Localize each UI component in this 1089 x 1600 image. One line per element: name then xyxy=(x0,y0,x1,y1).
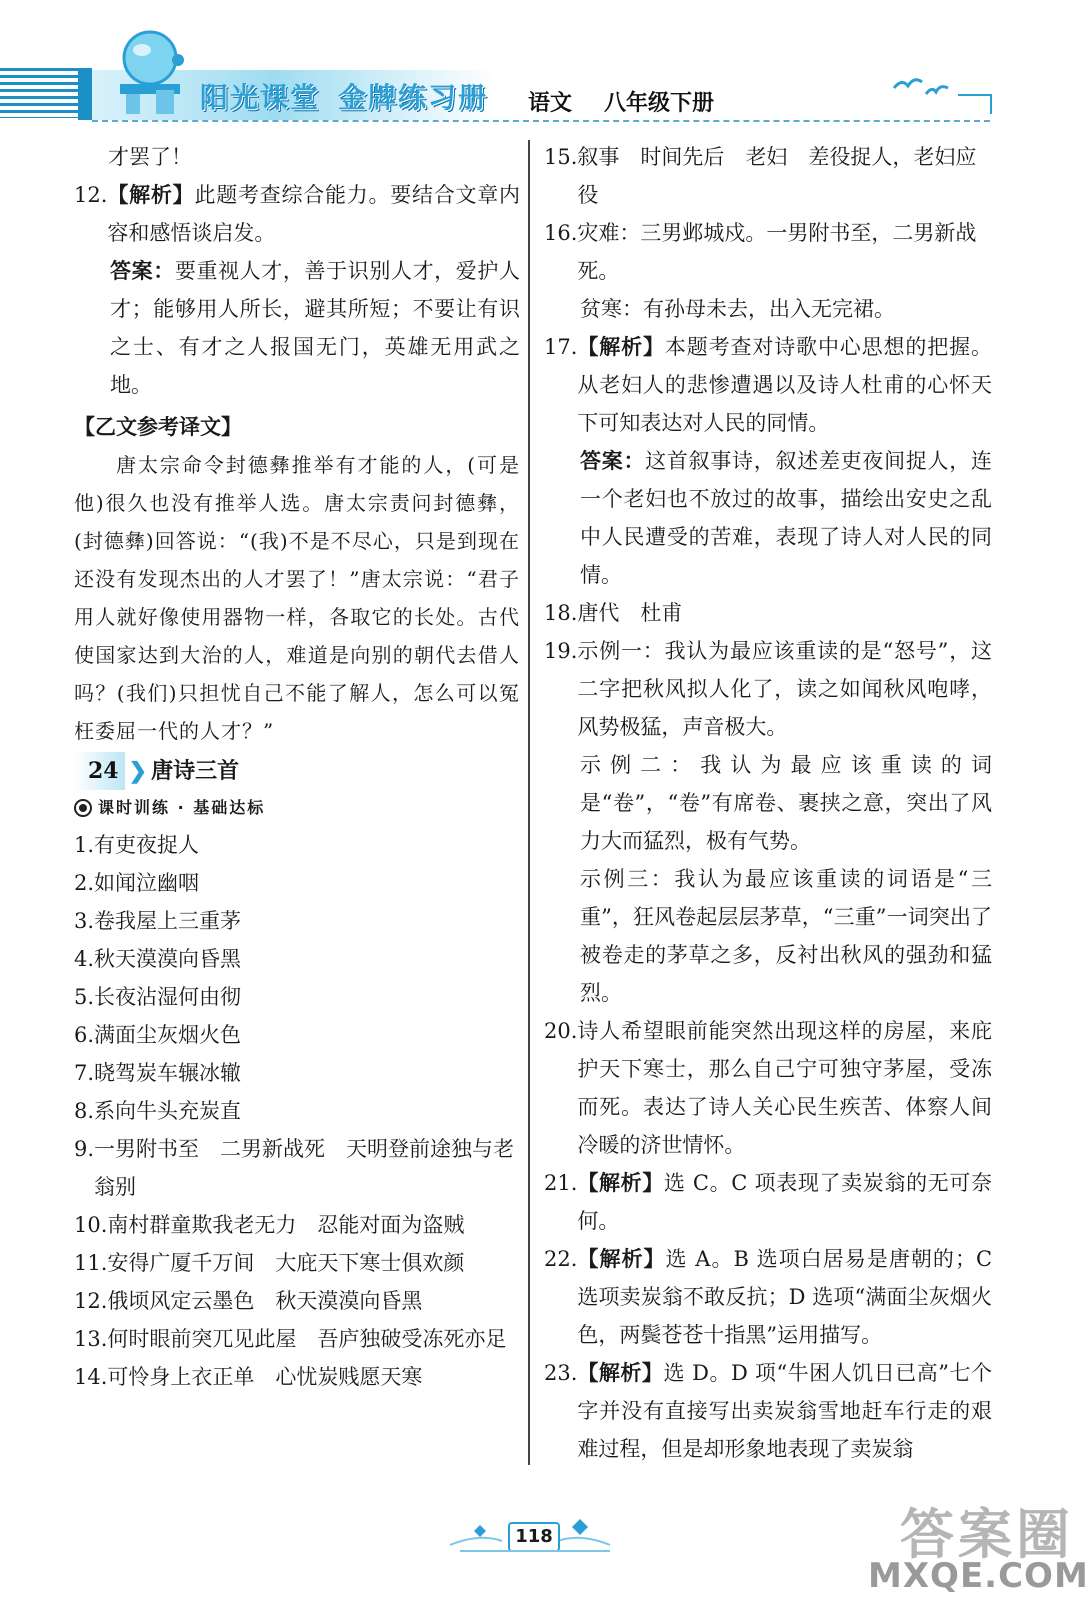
item-text: 灾难：三男邺城戍。一男附书至，二男新战死。 xyxy=(577,221,977,283)
page-number: 118 xyxy=(508,1522,560,1552)
item-text: 系向牛头充炭直 xyxy=(94,1099,242,1123)
item-number: 22. xyxy=(544,1247,578,1271)
item-text: 长夜沾湿何由彻 xyxy=(94,985,242,1009)
item-number: 13. xyxy=(74,1327,108,1351)
item-text: 如闻泣幽咽 xyxy=(94,871,200,895)
item-text: 满面尘灰烟火色 xyxy=(94,1023,242,1047)
analysis-text: 选 C。C 项表现了卖炭翁的无可奈何。 xyxy=(577,1171,992,1233)
item-number: 18. xyxy=(544,601,578,625)
section-title: 课时训练 · 基础达标 xyxy=(98,798,266,817)
section-heading xyxy=(74,790,520,826)
answer-text: 要重视人才，善于识别人才，爱护人才；能够用人所长，避其所短；不要让有识之士、有才之人报国无门，英雄无用武之地。 xyxy=(110,259,521,397)
item-text: 诗人希望眼前能突然出现这样的房屋，来庇护天下寒士，那么自己宁可独守茅屋，受冻而死。表达了诗人关心民生疾苦、体察人间冷暖的济世情怀。 xyxy=(577,1019,992,1157)
answer-text: 这首叙事诗，叙述差吏夜间捉人，连一个老妇也不放过的故事，描绘出安史之乱中人民遭受的苦难，表现了诗人对人民的同情。 xyxy=(580,449,993,587)
answer-item-16 xyxy=(544,214,992,290)
list-item xyxy=(74,1282,520,1320)
globe-logo-icon xyxy=(112,20,192,116)
answer-block xyxy=(580,442,992,594)
analysis-text: 此题考查综合能力。要结合文章内容和感悟谈启发。 xyxy=(107,183,521,245)
answer-item-18 xyxy=(544,594,992,632)
item-number: 4. xyxy=(74,947,95,971)
answer-label: 答案： xyxy=(580,448,646,473)
item-text: 晓驾炭车辗冰辙 xyxy=(94,1061,242,1085)
item-number: 12. xyxy=(74,1289,108,1313)
list-item xyxy=(74,1092,520,1130)
lesson-heading xyxy=(74,752,520,790)
item-text: 俄顷风定云墨色 秋天漠漠向昏黑 xyxy=(107,1289,423,1313)
grade-label: 八年级下册 xyxy=(604,91,715,116)
right-column xyxy=(544,138,992,1468)
analysis-tag: 【解析】 xyxy=(577,334,665,359)
item-subline: 贫寒：有孙母未去，出入无完裙。 xyxy=(580,297,895,321)
item-text: 安得广厦千万间 大庇天下寒士俱欢颜 xyxy=(107,1251,465,1275)
list-item xyxy=(74,1358,520,1396)
item-number: 21. xyxy=(544,1171,578,1195)
column-divider xyxy=(528,140,530,1465)
item-text: 秋天漠漠向昏黑 xyxy=(94,947,242,971)
answer-item-20 xyxy=(544,1012,992,1164)
example-2: 示例二：我认为最应该重读的词是“卷”，“卷”有席卷、裹挟之意，突出了风力大而猛烈，极有气势。 xyxy=(580,753,992,853)
item-number: 7. xyxy=(74,1061,95,1085)
item-number: 12. xyxy=(74,183,108,207)
analysis-text: 选 A。B 选项白居易是唐朝的；C 选项卖炭翁不敢反抗；D 选项“满面尘灰烟火色，两鬓苍苍十指黑”运用描写。 xyxy=(577,1247,993,1347)
translation-heading: 【乙文参考译文】 xyxy=(74,414,242,439)
item-text: 南村群童欺我老无力 忍能对面为盗贼 xyxy=(107,1213,465,1237)
list-item xyxy=(74,1054,520,1092)
header-stripe-bar xyxy=(78,68,92,120)
answer-item-17 xyxy=(544,328,992,442)
answer-item-19 xyxy=(544,632,992,746)
item-number: 6. xyxy=(74,1023,95,1047)
item-number: 15. xyxy=(544,145,578,169)
series-title: 阳光课堂 xyxy=(200,81,321,114)
header-corner xyxy=(958,94,992,114)
list-item xyxy=(74,864,520,902)
item-number: 16. xyxy=(544,221,578,245)
item-number: 3. xyxy=(74,909,95,933)
header-stripes xyxy=(0,68,78,118)
item-text: 有吏夜捉人 xyxy=(94,833,200,857)
item-number: 14. xyxy=(74,1365,108,1389)
item-number: 23. xyxy=(544,1361,578,1385)
example-3: 示例三：我认为最应该重读的词语是“三重”，狂风卷起层层茅草，“三重”一词突出了被卷走的茅草之多，反衬出秋风的强劲和猛烈。 xyxy=(580,867,992,1005)
analysis-tag: 【解析】 xyxy=(577,1246,666,1271)
item-text: 一男附书至 二男新战死 天明登前途独与老翁别 xyxy=(94,1137,515,1199)
item-text: 卷我屋上三重茅 xyxy=(94,909,242,933)
left-column xyxy=(74,138,520,1396)
answer-item-21 xyxy=(544,1164,992,1240)
analysis-text: 选 D。D 项“牛困人饥日已高”七个字并没有直接写出卖炭翁雪地赶车行走的艰难过程，但是却形象地表现了卖炭翁 xyxy=(577,1361,993,1461)
analysis-tag: 【解析】 xyxy=(107,182,195,207)
book-title: 金牌练习册 xyxy=(338,81,489,114)
analysis-tag: 【解析】 xyxy=(577,1170,664,1195)
item-number: 10. xyxy=(74,1213,108,1237)
list-item xyxy=(74,1016,520,1054)
watermark-site: MXQE.COM xyxy=(868,1556,1089,1596)
analysis-text: 本题考查对诗歌中心思想的把握。从老妇人的悲惨遭遇以及诗人杜甫的心怀天下可知表达对人民的同情。 xyxy=(577,335,993,435)
lesson-title: 唐诗三首 xyxy=(151,758,240,784)
list-item xyxy=(74,940,520,978)
footer-line xyxy=(460,1550,610,1552)
chevron-right-icon: ❯ xyxy=(128,758,148,784)
list-item xyxy=(74,1320,520,1358)
item-text: 叙事 时间先后 老妇 差役捉人，老妇应役 xyxy=(577,145,977,207)
item-number: 9. xyxy=(74,1137,95,1161)
answer-label: 答案： xyxy=(110,258,175,283)
item-text: 唐代 杜甫 xyxy=(577,601,683,625)
subject-label: 语文 xyxy=(528,91,573,116)
translation-text: 唐太宗命令封德彝推举有才能的人，(可是他)很久也没有推举人选。唐太宗责问封德彝，(封德彝)回答说：“(我)不是不尽心，只是到现在还没有发现杰出的人才罢了！”唐太宗说：“君子用人就好像使用器物一样，各取它的长处。古代使国家达到大治的人，难道是向别的朝代去借人吗？(我们)只担忧自己不能了解人，怎么可以冤枉委屈一代的人才？” xyxy=(74,453,520,743)
item-number: 8. xyxy=(74,1099,95,1123)
item-number: 19. xyxy=(544,639,578,663)
item-number: 11. xyxy=(74,1251,108,1275)
item-number: 20. xyxy=(544,1019,578,1043)
answer-block xyxy=(110,252,520,404)
analysis-tag: 【解析】 xyxy=(577,1360,664,1385)
list-item xyxy=(74,1130,520,1206)
list-item xyxy=(74,1244,520,1282)
list-item xyxy=(74,826,520,864)
item-text: 可怜身上衣正单 心忧炭贱愿天寒 xyxy=(107,1365,423,1389)
answer-item-22 xyxy=(544,1240,992,1354)
continued-line: 才罢了！ xyxy=(108,145,192,169)
example-1: 示例一：我认为最应该重读的是“怒号”，这二字把秋风拟人化了，读之如闻秋风咆哮，风势极猛，声音极大。 xyxy=(577,639,992,739)
item-text: 何时眼前突兀见此屋 吾庐独破受冻死亦足 xyxy=(107,1327,507,1351)
item-number: 17. xyxy=(544,335,578,359)
lesson-number: 24 xyxy=(74,752,125,790)
answer-item-23 xyxy=(544,1354,992,1468)
list-item xyxy=(74,1206,520,1244)
answer-item-15 xyxy=(544,138,992,214)
watermark-logo: 答案圈 xyxy=(900,1503,1074,1566)
answer-item-12 xyxy=(74,176,520,252)
item-number: 5. xyxy=(74,985,95,1009)
birds-icon xyxy=(892,70,952,100)
page-header xyxy=(0,0,1089,140)
item-number: 2. xyxy=(74,871,95,895)
header-dashed-line xyxy=(92,120,990,122)
target-icon xyxy=(74,799,92,817)
list-item xyxy=(74,902,520,940)
item-number: 1. xyxy=(74,833,95,857)
list-item xyxy=(74,978,520,1016)
